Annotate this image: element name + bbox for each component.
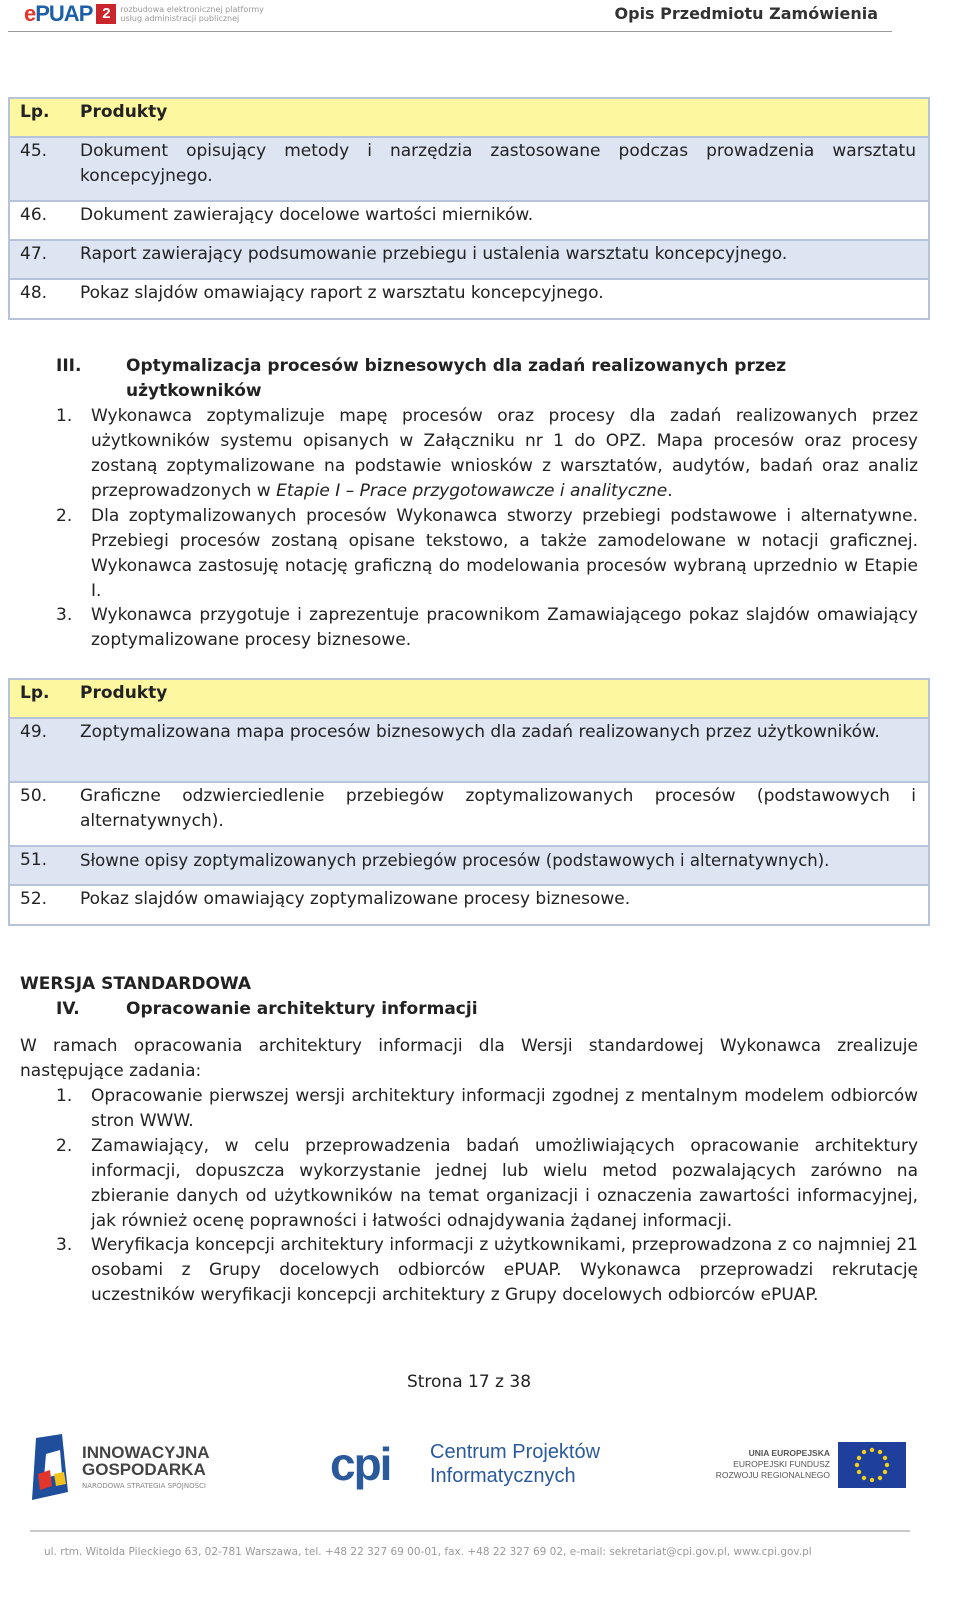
epuap-logo-badge: 2	[96, 4, 116, 24]
footer-address: ul. rtm. Witolda Pileckiego 63, 02-781 Warszawa, tel. +48 22 327 69 00-01, fax. +48 22 327 69 02, e-mail: sekretariat@cpi.gov.pl, www.cpi.gov.pl	[44, 1546, 812, 1558]
list-item	[56, 504, 918, 604]
table-row	[10, 783, 928, 847]
list-number: 2.	[56, 506, 73, 526]
section-number: IV.	[56, 999, 80, 1019]
section-number: III.	[56, 356, 82, 376]
table-row	[10, 280, 928, 318]
row-text: Dokument zawierający docelowe wartości mierników.	[80, 205, 534, 225]
row-number: 52.	[20, 889, 48, 909]
eu-text: UNIA EUROPEJSKA EUROPEJSKI FUNDUSZ ROZWOJU REGIONALNEGO	[715, 1448, 830, 1480]
list-number: 3.	[56, 1235, 73, 1255]
row-text: Słowne opisy zoptymalizowanych przebiegów procesów (podstawowych i alternatywnych).	[80, 851, 830, 870]
table-row	[10, 847, 928, 886]
row-text: Graficzne odzwierciedlenie przebiegów zoptymalizowanych procesów (podstawowych i alternatywnych).	[80, 786, 916, 831]
intro-paragraph: W ramach opracowania architektury informacji dla Wersji standardowej Wykonawca zrealizuje następujące zadania:	[20, 1036, 918, 1081]
row-number: 51.	[20, 850, 48, 870]
list-text: Wykonawca przygotuje i zaprezentuje pracownikom Zamawiającego pokaz slajdów omawiający zoptymalizowane procesy biznesowe.	[91, 605, 918, 650]
list-number: 1.	[56, 1086, 73, 1106]
section-title: Optymalizacja procesów biznesowych dla zadań realizowanych przez użytkowników	[126, 356, 787, 401]
row-number: 45.	[20, 141, 48, 161]
list-text: Opracowanie pierwszej wersji architektury informacji zgodnej z mentalnym modelem odbiorców stron WWW.	[91, 1086, 918, 1131]
ig-emblem-icon	[28, 1434, 78, 1500]
list-item	[56, 1084, 918, 1134]
list-item	[56, 1233, 918, 1308]
table-row	[10, 202, 928, 241]
ig-title: INNOWACYJNA GOSPODARKA	[82, 1443, 210, 1479]
list-text: Weryfikacja koncepcji architektury informacji z użytkownikami, przeprowadzona z co najmniej 21 osobami z Grupy docelowych odbiorców ePUAP. Wykonawca przeprowadzi rekrutację uczestników weryfikacji koncepcji architektury z Grupy docelowych odbiorców ePUAP.	[91, 1235, 918, 1305]
row-number: 50.	[20, 786, 48, 806]
list-number: 2.	[56, 1136, 73, 1156]
list-text: Zamawiający, w celu przeprowadzenia badań umożliwiających opracowanie architektury informacji, dopuszcza wykorzystanie jednej lub wielu metod pozwalających zarówno na zbieranie danych od użytkowników na temat organizacji i oznaczenia zawartości informacyjnej, jak również ocenę poprawności i łatwości odnajdywania żądanej informacji.	[91, 1136, 918, 1231]
lp-header: Lp.	[20, 102, 50, 122]
products-header: Produkty	[80, 683, 168, 703]
list-item	[56, 404, 918, 504]
list-item	[56, 1134, 918, 1234]
cpi-logo	[330, 1438, 630, 1498]
table-row	[10, 241, 928, 280]
row-text: Dokument opisujący metody i narzędzia zastosowane podczas prowadzenia warsztatu koncepcyjnego.	[80, 141, 916, 186]
products-table-1	[8, 97, 930, 320]
row-text: Pokaz slajdów omawiający zoptymalizowane procesy biznesowe.	[80, 889, 631, 909]
section-title: Opracowanie architektury informacji	[126, 999, 478, 1019]
ig-subtitle: NARODOWA STRATEGIA SPÓJNOŚCI	[82, 1482, 206, 1490]
cpi-name: Centrum Projektów Informatycznych	[430, 1441, 601, 1487]
list-text: Dla zoptymalizowanych procesów Wykonawca stworzy przebiegi podstawowe i alternatywne. Przebiegi procesów zostaną opisane tekstowo, a także zamodelowane w notacji graficznej. Wykonawca zastosuję notację graficzną do modelowania procesów wybraną uprzednio w Etapie I.	[91, 506, 918, 601]
eu-logo	[712, 1438, 912, 1498]
row-number: 46.	[20, 205, 48, 225]
list-text: Wykonawca zoptymalizuje mapę procesów oraz procesy dla zadań realizowanych przez użytkowników systemu opisanych w Załączniku nr 1 do OPZ. Mapa procesów oraz procesy zostaną zoptymalizowane na podstawie wniosków z warsztatów, audytów, badań oraz analiz przeprowadzonych w Etapie I – Prace przygotowawcze i analityczne.	[91, 406, 918, 501]
version-label: WERSJA STANDARDOWA	[20, 974, 252, 994]
epuap-logo-subtitle: rozbudowa elektronicznej platformy usług administracji publicznej	[120, 5, 264, 23]
row-text: Raport zawierający podsumowanie przebiegu i ustalenia warsztatu koncepcyjnego.	[80, 244, 788, 264]
table-header-row	[10, 680, 928, 719]
table-row	[10, 138, 928, 202]
lp-header: Lp.	[20, 683, 50, 703]
footer-logos	[0, 1430, 960, 1510]
eu-flag-icon	[838, 1442, 906, 1488]
page-number: Strona 17 z 38	[406, 1372, 532, 1392]
row-text: Zoptymalizowana mapa procesów biznesowych dla zadań realizowanych przez użytkowników.	[80, 722, 880, 742]
epuap-logo-mark: ePUAP	[24, 1, 93, 26]
footer-divider	[30, 1530, 910, 1532]
list-item	[56, 603, 918, 653]
products-table-2	[8, 678, 930, 926]
innowacyjna-gospodarka-logo	[28, 1434, 228, 1500]
page-header	[8, 0, 892, 32]
row-number: 49.	[20, 722, 48, 742]
row-number: 48.	[20, 283, 48, 303]
cpi-mark: cpi	[330, 1438, 391, 1490]
row-number: 47.	[20, 244, 48, 264]
row-text: Pokaz slajdów omawiający raport z warsztatu koncepcyjnego.	[80, 283, 604, 303]
document-title: Opis Przedmiotu Zamówienia	[614, 4, 878, 23]
list-number: 3.	[56, 605, 73, 625]
list-number: 1.	[56, 406, 73, 426]
table-header-row	[10, 99, 928, 138]
table-row	[10, 719, 928, 783]
epuap-logo	[24, 2, 270, 26]
table-row	[10, 886, 928, 924]
products-header: Produkty	[80, 102, 168, 122]
